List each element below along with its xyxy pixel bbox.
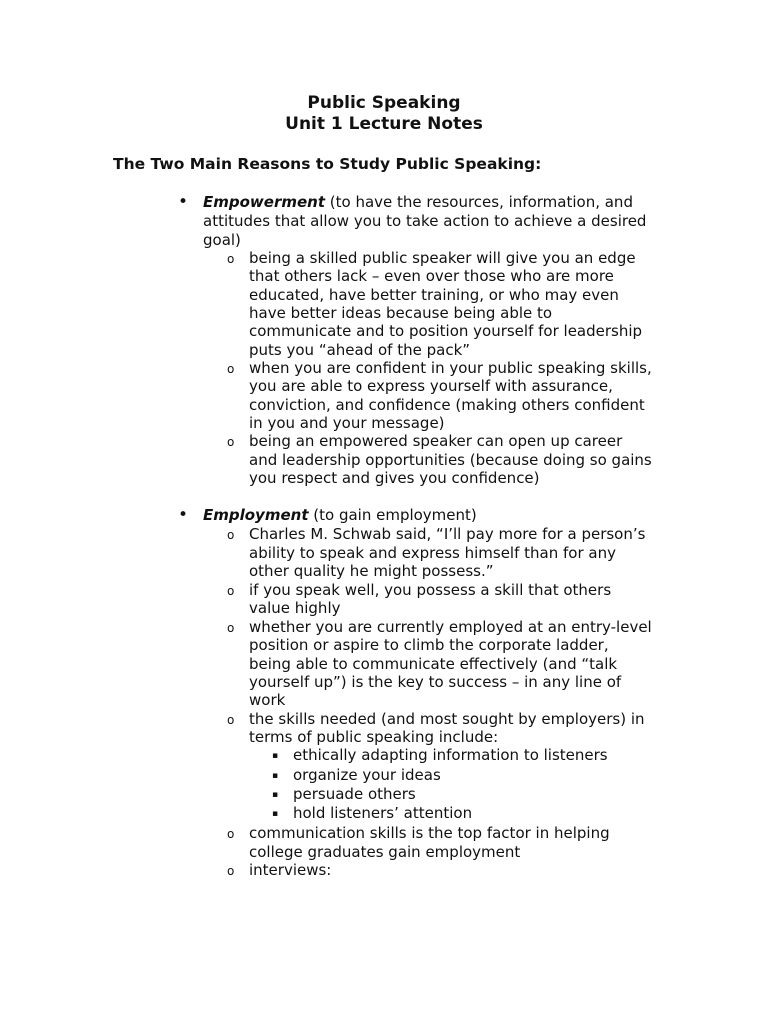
square-bullet: ▪	[272, 809, 279, 819]
list-item-line: communication skills is the top factor in helping	[249, 824, 610, 842]
list-item-line: you are able to express yourself with assurance,	[249, 377, 613, 395]
circle-bullet: o	[227, 827, 235, 841]
skill-item: persuade others	[293, 785, 416, 803]
list-item-line: have better ideas because being able to	[249, 304, 553, 322]
list-item-line: work	[249, 691, 286, 709]
list-item-line: being an empowered speaker can open up career	[249, 432, 623, 450]
list-item-line: you respect and gives you confidence)	[249, 469, 540, 487]
employment-line-1	[203, 506, 477, 524]
list-item-line: ability to speak and express himself than for any	[249, 544, 616, 562]
list-item-line: terms of public speaking include:	[249, 728, 499, 746]
list-item-line: that others lack – even over those who are more	[249, 267, 614, 285]
skill-item: ethically adapting information to listeners	[293, 746, 608, 764]
circle-bullet: o	[227, 528, 235, 542]
circle-bullet: o	[227, 864, 235, 878]
bullet-empowerment: •	[178, 192, 189, 212]
list-item-line: whether you are currently employed at an entry-level	[249, 618, 652, 636]
bullet-employment: •	[178, 505, 189, 525]
skill-item: hold listeners’ attention	[293, 804, 473, 822]
circle-bullet: o	[227, 252, 235, 266]
list-item-line: yourself up”) is the key to success – in any line of	[249, 673, 622, 691]
circle-bullet: o	[227, 621, 235, 635]
section-heading: The Two Main Reasons to Study Public Speaking:	[113, 155, 542, 173]
list-item-line: in you and your message)	[249, 414, 445, 432]
list-item-line: value highly	[249, 599, 341, 617]
list-item-line: being a skilled public speaker will give you an edge	[249, 249, 636, 267]
list-item-line: puts you “ahead of the pack”	[249, 341, 471, 359]
circle-bullet: o	[227, 713, 235, 727]
square-bullet: ▪	[272, 771, 279, 781]
list-item-line: interviews:	[249, 861, 332, 879]
skill-item: organize your ideas	[293, 766, 441, 784]
circle-bullet: o	[227, 362, 235, 376]
employment-term: Employment	[203, 506, 309, 524]
square-bullet: ▪	[272, 790, 279, 800]
list-item-line: position or aspire to climb the corporate ladder,	[249, 636, 609, 654]
list-item-line: being able to communicate effectively (and “talk	[249, 655, 618, 673]
circle-bullet: o	[227, 584, 235, 598]
list-item-line: conviction, and confidence (making others confident	[249, 396, 645, 414]
employment-definition: (to gain employment)	[308, 506, 477, 524]
empowerment-definition-1: (to have the resources, information, and	[325, 193, 633, 211]
empowerment-line-2: attitudes that allow you to take action to achieve a desired	[203, 212, 647, 230]
circle-bullet: o	[227, 435, 235, 449]
list-item-line: if you speak well, you possess a skill that others	[249, 581, 612, 599]
list-item-line: and leadership opportunities (because doing so gains	[249, 451, 652, 469]
square-bullet: ▪	[272, 751, 279, 761]
empowerment-line-1	[203, 193, 633, 211]
document-title	[0, 93, 768, 135]
list-item-line: educated, have better training, or who may even	[249, 286, 619, 304]
list-item-line: the skills needed (and most sought by employers) in	[249, 710, 645, 728]
list-item-line: other quality he might possess.”	[249, 562, 494, 580]
title-line-2: Unit 1 Lecture Notes	[285, 114, 483, 134]
list-item-line: Charles M. Schwab said, “I’ll pay more for a person’s	[249, 525, 646, 543]
list-item-line: when you are confident in your public speaking skills,	[249, 359, 652, 377]
list-item-line: communicate and to position yourself for leadership	[249, 322, 643, 340]
list-item-line: college graduates gain employment	[249, 843, 521, 861]
title-line-1: Public Speaking	[307, 93, 461, 113]
empowerment-term: Empowerment	[203, 193, 325, 211]
empowerment-line-3: goal)	[203, 231, 241, 249]
